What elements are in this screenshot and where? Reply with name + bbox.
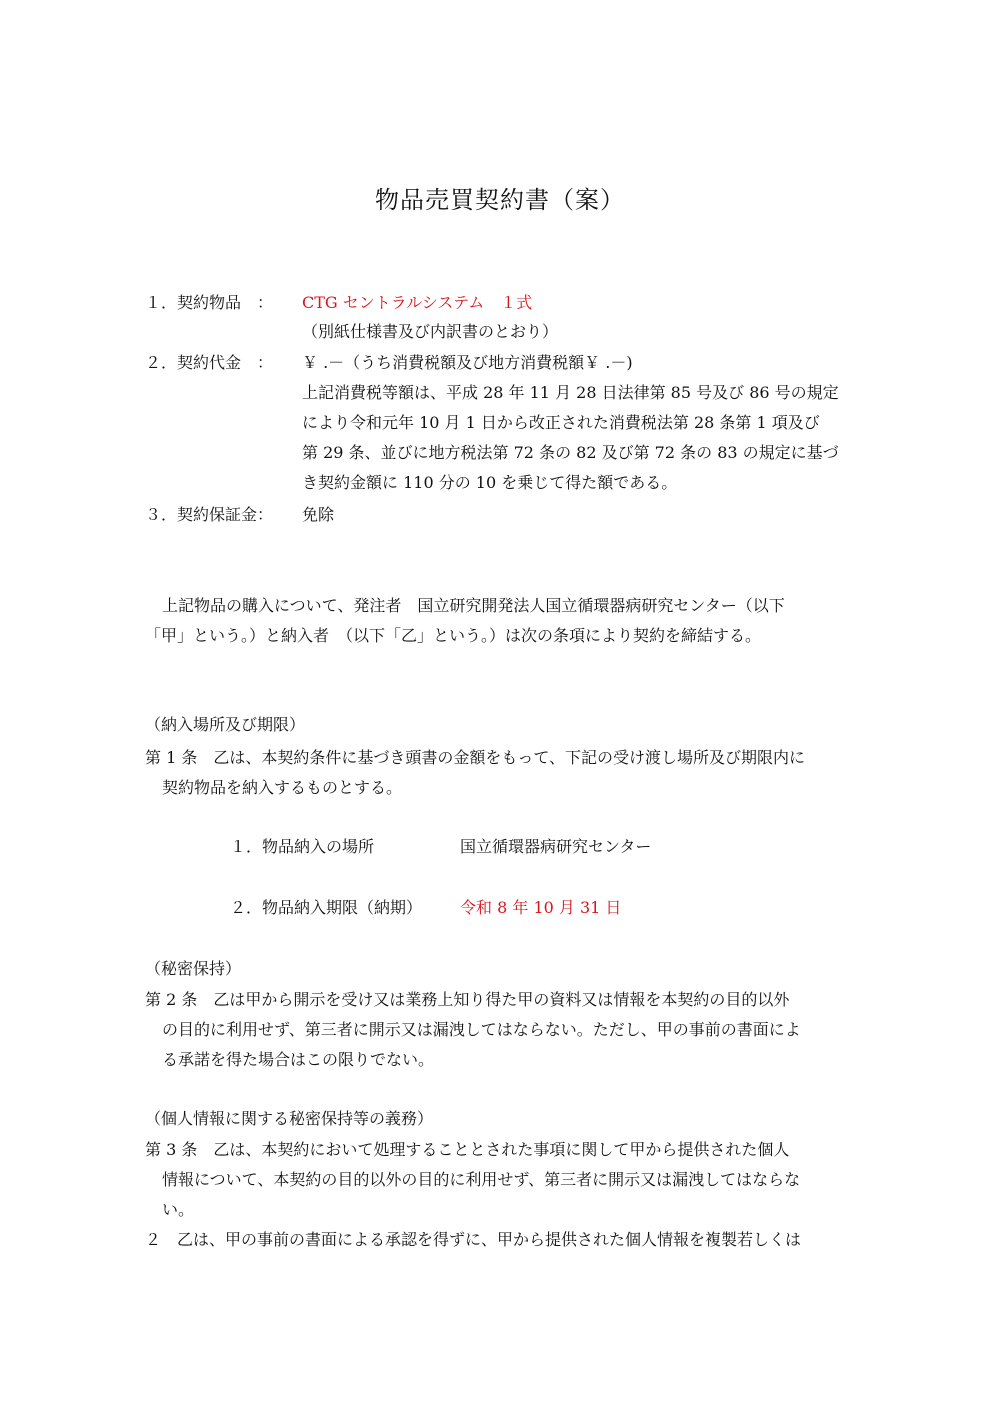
article1-line: 契約物品を納入するものとする。 bbox=[162, 778, 403, 797]
page-title: 物品売買契約書（案） bbox=[375, 186, 625, 214]
preamble-line: 「甲」という。）と納入者 （以下「乙」という。）は次の条項により契約を締結する。 bbox=[145, 626, 762, 645]
preamble-line: 上記物品の購入について、発注者 国立研究開発法人国立循環器病研究センター（以下 bbox=[162, 596, 785, 615]
delivery-place-label: １．物品納入の場所 bbox=[230, 837, 375, 856]
article1-line: 第 1 条 乙は、本契約条件に基づき頭書の金額をもって、下記の受け渡し場所及び期限内に bbox=[145, 748, 806, 767]
article3-line: 第 3 条 乙は、本契約において処理することとされた事項に関して甲から提供された個人 bbox=[145, 1140, 790, 1159]
delivery-deadline-label: ２．物品納入期限（納期） bbox=[230, 898, 423, 917]
article2-line: る承諾を得た場合はこの限りでない。 bbox=[162, 1050, 435, 1069]
item1-label: １．契約物品 ： bbox=[145, 293, 274, 312]
item3-value: 免除 bbox=[302, 505, 335, 524]
item2-note-line: 第 29 条、並びに地方税法第 72 条の 82 及び第 72 条の 83 の規定に基づ bbox=[302, 443, 839, 462]
article3-line: い。 bbox=[162, 1200, 195, 1219]
article3-para2: ２ 乙は、甲の事前の書面による承認を得ずに、甲から提供された個人情報を複製若しくは bbox=[145, 1230, 802, 1249]
article3-line: 情報について、本契約の目的以外の目的に利用せず、第三者に開示又は漏洩してはならな bbox=[162, 1170, 801, 1189]
item2-label: ２．契約代金 ： bbox=[145, 353, 274, 372]
article1-heading: （納入場所及び期限） bbox=[145, 715, 306, 734]
item2-value: ￥ .－（うち消費税額及び地方消費税額￥ .－) bbox=[302, 353, 633, 372]
item2-note-line: により令和元年 10 月 1 日から改正された消費税法第 28 条第 1 項及び bbox=[302, 413, 820, 432]
delivery-deadline-value: 令和 8 年 10 月 31 日 bbox=[460, 898, 622, 917]
item1-value: CTG セントラルシステム １式 bbox=[302, 293, 533, 312]
item1-note: （別紙仕様書及び内訳書のとおり） bbox=[302, 322, 559, 341]
article2-line: の目的に利用せず、第三者に開示又は漏洩してはならない。ただし、甲の事前の書面によ bbox=[162, 1020, 801, 1039]
item2-note-line: 上記消費税等額は、平成 28 年 11 月 28 日法律第 85 号及び 86 号の規定 bbox=[302, 383, 839, 402]
item2-note-line: き契約金額に 110 分の 10 を乗じて得た額である。 bbox=[302, 473, 678, 492]
article2-heading: （秘密保持） bbox=[145, 959, 242, 978]
delivery-place-value: 国立循環器病研究センター bbox=[460, 837, 652, 856]
item3-label: ３．契約保証金： bbox=[145, 505, 274, 524]
article3-heading: （個人情報に関する秘密保持等の義務） bbox=[145, 1109, 434, 1128]
article2-line: 第 2 条 乙は甲から開示を受け又は業務上知り得た甲の資料又は情報を本契約の目的以外 bbox=[145, 990, 790, 1009]
